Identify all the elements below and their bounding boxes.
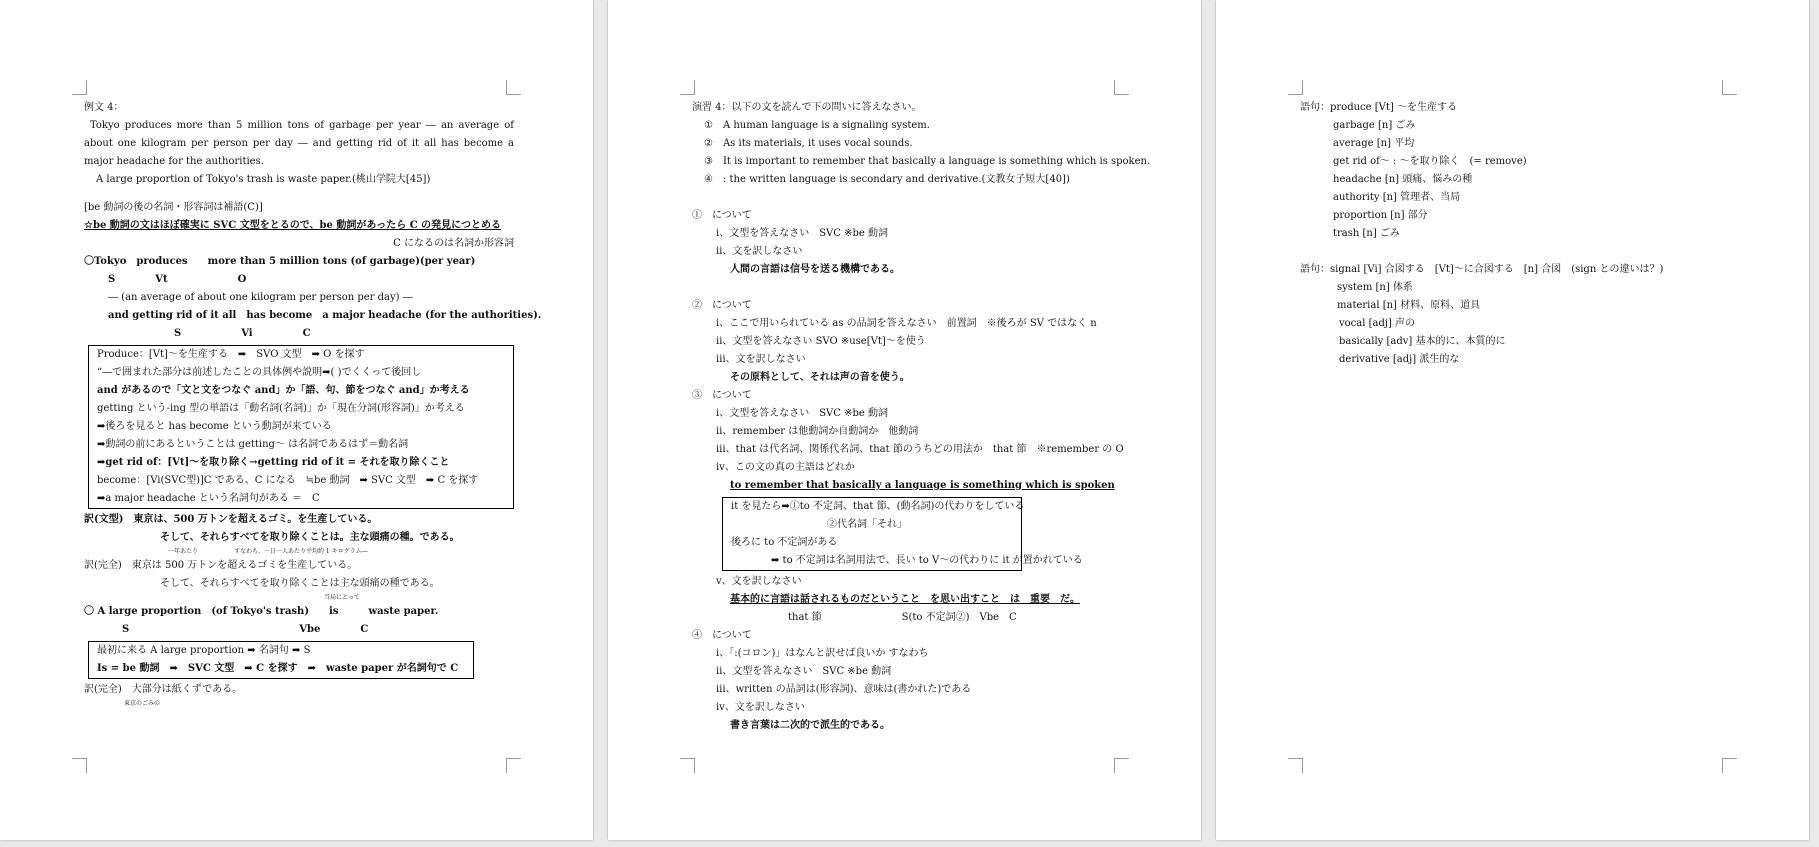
crop-mark <box>506 80 521 95</box>
box-line: become：[Vi(SVC型)]C である、C になる ≒be 動詞 ➡ SVC 文型 ➡ C を探す <box>97 475 479 486</box>
translation-full: そして、それらすべてを取り除くことは主な頭痛の種である。 <box>160 578 440 589</box>
box-line: and があるので「文と文をつなぐ and」か「語、句、節をつなぐ and」か考える <box>97 385 470 396</box>
exercise-heading: 演習 4：以下の文を読んで下の問いに答えなさい。 <box>692 102 922 113</box>
exercise-sentence: ③ It is important to remember that basically a language is something which is spoken. <box>704 156 1151 167</box>
translation-note: 一年あたり すなわち、一日一人あたり平均約 1 キログラム― <box>168 548 368 555</box>
box-line: “―で囲まれた部分は前述したことの具体例や説明➡( )でくくって後回し <box>97 367 422 378</box>
example-heading: 例文 4： <box>84 102 124 113</box>
document-page-1 <box>0 0 593 840</box>
box-line: it を見たら➡①to 不定詞、that 節、(動名詞)の代わりをしている <box>731 501 1025 512</box>
box-line: ➡後ろを見ると has become という動詞が来ている <box>97 421 332 432</box>
question-item: ⅲ、written の品詞は(形容詞)、意味は(書かれた)である <box>716 684 972 695</box>
explanation-box <box>88 345 514 509</box>
exercise-sentence: ① A human language is a signaling system. <box>704 120 930 131</box>
vocab-item: trash [n] ごみ <box>1333 228 1400 239</box>
question-item: ⅱ、文を訳しなさい <box>716 246 803 257</box>
translation-full: 訳(完全) 大部分は紙くずである。 <box>84 684 243 695</box>
crop-mark <box>680 758 695 773</box>
crop-mark <box>1288 758 1303 773</box>
box-line: ➡get rid of：[Vt]～を取り除く→getting rid of it = それを取り除くこと <box>97 457 450 468</box>
question-item: ⅰ、文型を答えなさい SVC ※be 動詞 <box>716 228 888 239</box>
question-item: ⅱ、文型を答えなさい SVO ※use[Vt]～を使う <box>716 336 926 347</box>
analysis-line: ― (an average of about one kilogram per person per day) ― <box>108 292 413 303</box>
question-item: ⅳ、この文の真の主語はどれか <box>716 462 855 473</box>
blank-line <box>692 189 1122 207</box>
box-line: 最初に来る A large proportion ➡ 名詞句 ➡ S <box>97 645 311 656</box>
exercise-sentence: ④ : the written language is secondary and derivative.(文教女子短大[40]) <box>704 174 1070 185</box>
box-line: 後ろに to 不定詞がある <box>731 537 838 548</box>
vocab-item: get rid of～ : ～を取り除く (= remove) <box>1333 156 1527 167</box>
analysis-labels: S Vbe C <box>122 624 369 635</box>
question-item: ⅲ、that は代名詞、関係代名詞、that 節のうちどの用法か that 節 ※remember の O <box>716 444 1124 455</box>
vocab-item: garbage [n] ごみ <box>1333 120 1416 131</box>
question-heading: ① について <box>692 210 752 221</box>
crop-mark <box>72 758 87 773</box>
question-heading: ③ について <box>692 390 752 401</box>
crop-mark <box>1288 80 1303 95</box>
vocab-heading: 語句：produce [Vt] ～を生産する <box>1300 102 1457 113</box>
crop-mark <box>1722 758 1737 773</box>
document-page-2 <box>608 0 1201 840</box>
question-heading: ② について <box>692 300 752 311</box>
page-2-content <box>692 99 1151 735</box>
question-item: ⅰ、文型を答えなさい SVC ※be 動詞 <box>716 408 888 419</box>
crop-mark <box>1722 80 1737 95</box>
question-heading: ④ について <box>692 630 752 641</box>
analysis-labels: S Vt O <box>108 274 247 285</box>
rule-note: [be 動詞の後の名詞・形容詞は補語(C)] <box>84 202 263 213</box>
rule-complement: C になるのは名詞か形容詞 <box>393 238 514 249</box>
box-line: ②代名詞「それ」 <box>827 519 907 530</box>
box-line: Is = be 動詞 ➡ SVC 文型 ➡ C を探す ➡ waste paper が名詞句で C <box>97 663 459 674</box>
vocab-item: basically [adv] 基本的に、本質的に <box>1339 336 1506 347</box>
translation-note: 東京のごみの <box>124 700 161 707</box>
crop-mark <box>72 80 87 95</box>
question-item: ⅳ、文を訳しなさい <box>716 702 805 713</box>
box-line: ➡ to 不定詞は名詞用法で、長い to V～の代わりに it が置かれている <box>771 555 1083 566</box>
exercise-sentence: ② As its materials, it uses vocal sounds. <box>704 138 913 149</box>
page-3-content <box>1300 99 1730 369</box>
box-line: Produce：[Vt]～を生産する ➡ SVO 文型 ➡ O を探す <box>97 349 365 360</box>
explanation-box <box>722 497 1083 571</box>
translation-full: 訳(完全) 東京は 500 万トンを超えるゴミを生産している。 <box>84 560 358 571</box>
rule-emphasis: ☆be 動詞の文はほぼ確実に SVC 文型をとるので、be 動詞があったら C の発見につとめる <box>84 220 501 231</box>
box-line: getting という-ing 型の単語は「動名詞(名詞)」か「現在分詞(形容詞)」か考える <box>97 403 465 414</box>
vocab-item: derivative [adj] 派生的な <box>1339 354 1460 365</box>
vocab-item: material [n] 材料、原料、道具 <box>1337 300 1481 311</box>
analysis-line: 〇 A large proportion (of Tokyo's trash) is waste paper. <box>84 606 439 617</box>
crop-mark <box>506 758 521 773</box>
example-sentence-2: A large proportion of Tokyo's trash is waste paper.(桃山学院大[45]) <box>96 174 431 185</box>
vocab-item: vocal [adj] 声の <box>1339 318 1416 329</box>
analysis-labels: S Vi C <box>174 328 311 339</box>
page-1-content <box>84 99 542 709</box>
box-line: ➡動詞の前にあるということは getting～ は名詞であるはず＝動名詞 <box>97 439 409 450</box>
vocab-item: proportion [n] 部分 <box>1333 210 1428 221</box>
box-line: ➡a major headache という名詞句がある ＝ C <box>97 493 320 504</box>
example-paragraph: Tokyo produces more than 5 million tons of garbage per year ― an average of about one kilogram per person per day ― and getting rid of it all has become a major headache for the authorities. <box>84 120 514 167</box>
vocab-heading: 語句：signal [Vi] 合図する [Vt]～に合図する [n] 合図 (sign との違いは？) <box>1300 264 1664 275</box>
question-item: ⅲ、文を訳しなさい <box>716 354 806 365</box>
vocab-item: average [n] 平均 <box>1333 138 1415 149</box>
crop-mark <box>1114 758 1129 773</box>
analysis-line: and getting rid of it all has become a major headache (for the authorities). <box>108 310 542 321</box>
question-item: ⅱ、remember は他動詞か自動詞か 他動詞 <box>716 426 919 437</box>
answer-labels: that 節 S(to 不定詞②) Vbe C <box>788 612 1017 623</box>
vocab-item: system [n] 体系 <box>1337 282 1413 293</box>
translation-note: 当局にとって <box>324 594 360 601</box>
crop-mark <box>1114 80 1129 95</box>
answer-text: 書き言葉は二次的で派生的である。 <box>730 720 890 731</box>
analysis-line: 〇Tokyo produces more than 5 million tons (of garbage)(per year) <box>84 256 476 267</box>
crop-mark <box>680 80 695 95</box>
question-item: ⅰ、ここで用いられている as の品詞を答えなさい 前置詞 ※後ろが SV ではなく n <box>716 318 1097 329</box>
translation-structure: そして、それらすべてを取り除くことは。主な頭痛の種。である。 <box>160 532 460 543</box>
explanation-box <box>88 641 474 679</box>
answer-text: to remember that basically a language is something which is spoken <box>730 480 1115 491</box>
translation-structure: 訳(文型) 東京は、500 万トンを超えるゴミ。を生産している。 <box>84 514 378 525</box>
vocab-item: headache [n] 頭痛、悩みの種 <box>1333 174 1473 185</box>
question-item: ⅰ、「:(コロン)」はなんと訳せば良いか すなわち <box>716 648 929 659</box>
answer-text: 基本的に言語は話されるものだということ を思い出すこと は 重要 だ。 <box>730 594 1080 605</box>
question-item: ⅴ、文を訳しなさい <box>716 576 802 587</box>
vocab-item: authority [n] 管理者、当局 <box>1333 192 1461 203</box>
answer-text: その原料として、それは声の音を使う。 <box>730 372 910 383</box>
question-item: ⅱ、文型を答えなさい SVC ※be 動詞 <box>716 666 892 677</box>
document-page-3 <box>1216 0 1809 840</box>
blank-line <box>692 279 1122 297</box>
answer-text: 人間の言語は信号を送る機構である。 <box>730 264 900 275</box>
